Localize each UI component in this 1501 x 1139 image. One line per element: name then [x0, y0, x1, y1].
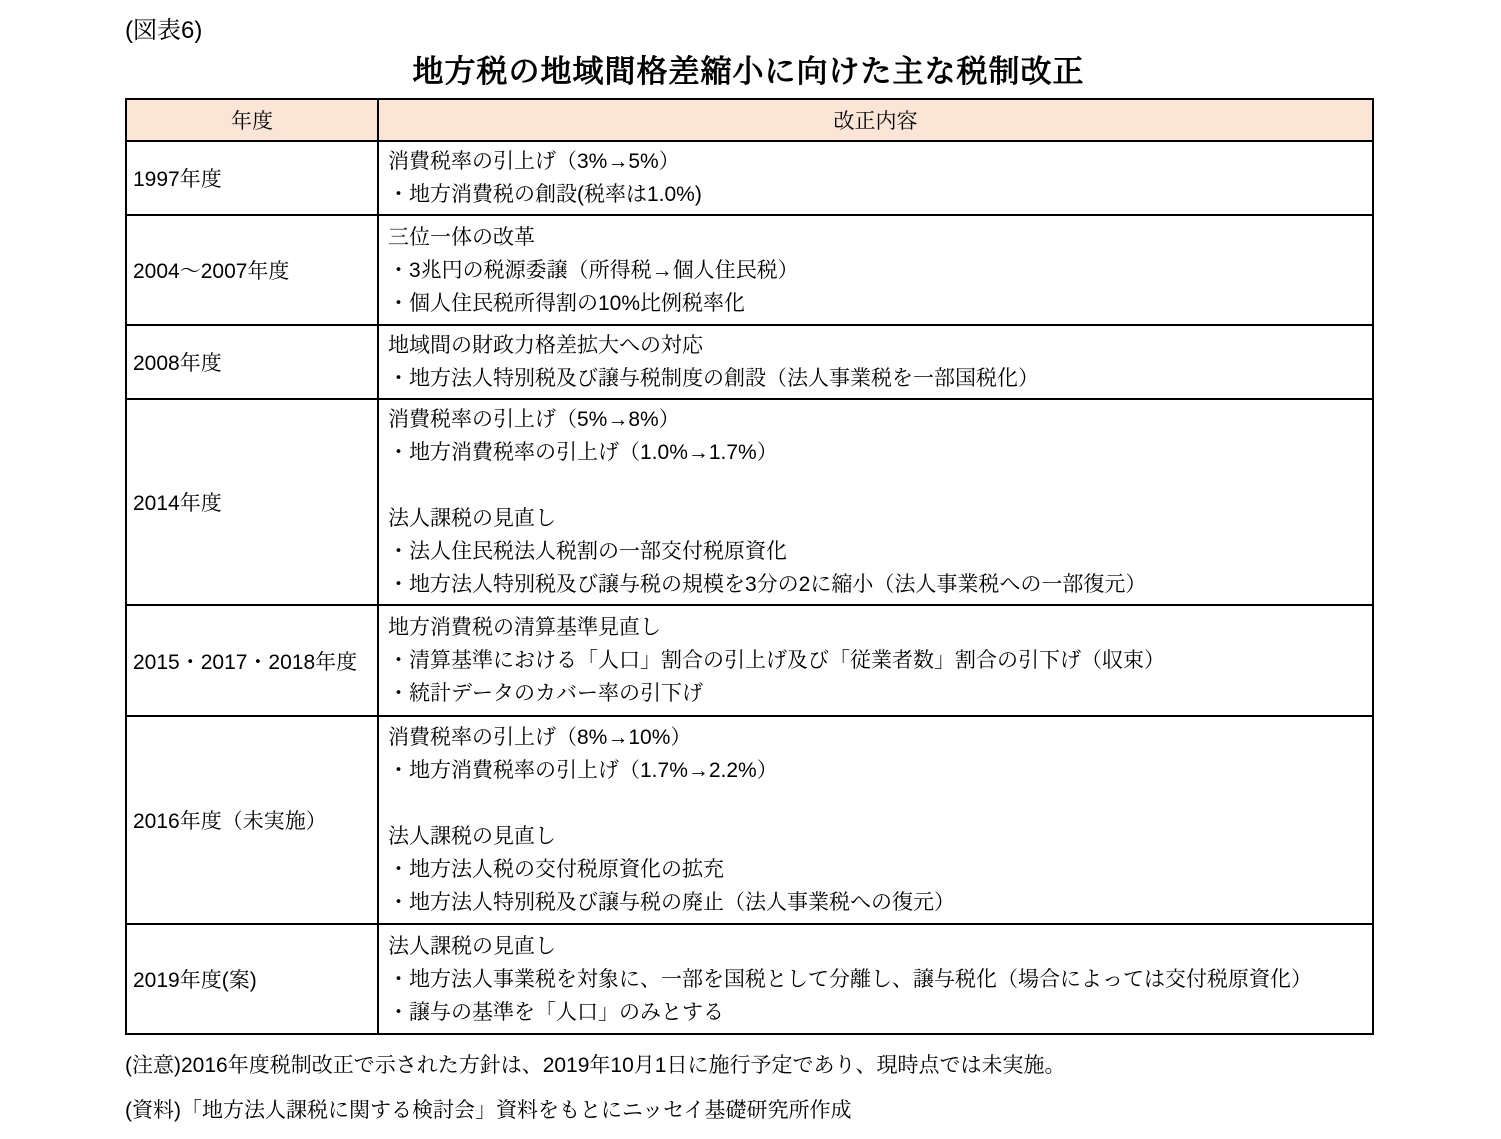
content-cell: [378, 325, 1373, 399]
header-row: [126, 99, 1373, 141]
content-line: [388, 469, 1366, 502]
content-line: 消費税率の引上げ（8%→10%）: [388, 726, 692, 749]
content-line: ・清算基準における「人口」割合の引上げ及び「従業者数」割合の引下げ（収束）: [388, 649, 1165, 672]
content-line: 法人課税の見直し: [388, 825, 556, 848]
content-line: ・地方法人特別税及び譲与税の規模を3分の2に縮小（法人事業税への一部復元）: [388, 573, 1147, 596]
content-line: ・地方法人事業税を対象に、一部を国税として分離し、譲与税化（場合によっては交付税原資化）: [388, 967, 1312, 991]
content-line: 法人課税の見直し: [388, 934, 556, 958]
content-line: ・地方法人特別税及び譲与税制度の創設（法人事業税を一部国税化）: [388, 367, 1039, 390]
table-row: [126, 215, 1373, 325]
note-source: (資料)「地方法人課税に関する検討会」資料をもとにニッセイ基礎研究所作成: [125, 1099, 852, 1122]
table-row: [126, 325, 1373, 399]
content-line: ・地方法人特別税及び譲与税の廃止（法人事業税への復元）: [388, 891, 955, 914]
content-cell: [378, 399, 1373, 605]
table-row: [126, 716, 1373, 924]
content-cell: [378, 716, 1373, 924]
table-row: [126, 924, 1373, 1034]
footnotes: [125, 1051, 1372, 1126]
column-header-year: 年度: [126, 99, 378, 141]
year-cell: 2004～2007年度: [126, 215, 378, 325]
content-line: 地域間の財政力格差拡大への対応: [388, 334, 703, 357]
content-cell: [378, 141, 1373, 215]
content-line: ・個人住民税所得割の10%比例税率化: [388, 291, 746, 315]
year-cell: 2008年度: [126, 325, 378, 399]
column-header-content: 改正内容: [378, 99, 1373, 141]
content-line: [388, 787, 1366, 820]
table-row: [126, 605, 1373, 716]
year-cell: 2016年度（未実施）: [126, 716, 378, 924]
document-page: [125, 16, 1372, 1126]
year-cell: 1997年度: [126, 141, 378, 215]
table-row: [126, 141, 1373, 215]
content-line: 消費税率の引上げ（3%→5%）: [388, 150, 680, 173]
content-line: ・地方消費税の創設(税率は1.0%): [388, 183, 702, 206]
content-cell: [378, 605, 1373, 716]
content-line: 地方消費税の清算基準見直し: [388, 616, 661, 639]
content-line: 法人課税の見直し: [388, 507, 556, 530]
content-line: ・譲与の基準を「人口」のみとする: [388, 1000, 724, 1024]
figure-label: (図表6): [125, 17, 203, 44]
table-row: [126, 399, 1373, 605]
content-line: 消費税率の引上げ（5%→8%）: [388, 408, 680, 431]
content-cell: [378, 924, 1373, 1034]
table-header: [126, 99, 1373, 141]
content-cell: [378, 215, 1373, 325]
year-cell: 2015・2017・2018年度: [126, 605, 378, 716]
table-title: 地方税の地域間格差縮小に向けた主な税制改正: [412, 54, 1085, 89]
content-line: ・地方消費税率の引上げ（1.0%→1.7%）: [388, 441, 778, 464]
content-line: ・地方法人税の交付税原資化の拡充: [388, 858, 724, 881]
year-cell: 2014年度: [126, 399, 378, 605]
tax-reform-table: [125, 98, 1374, 1035]
table-body: [126, 141, 1373, 1034]
content-line: ・地方消費税率の引上げ（1.7%→2.2%）: [388, 759, 778, 782]
year-cell: 2019年度(案): [126, 924, 378, 1034]
content-line: ・3兆円の税源委譲（所得税→個人住民税）: [388, 258, 799, 282]
content-line: 三位一体の改革: [388, 225, 535, 249]
content-line: ・統計データのカバー率の引下げ: [388, 682, 703, 705]
content-line: ・法人住民税法人税割の一部交付税原資化: [388, 540, 787, 563]
note-caution: (注意)2016年度税制改正で示された方針は、2019年10月1日に施行予定であり、現時点では未実施。: [125, 1054, 1066, 1077]
